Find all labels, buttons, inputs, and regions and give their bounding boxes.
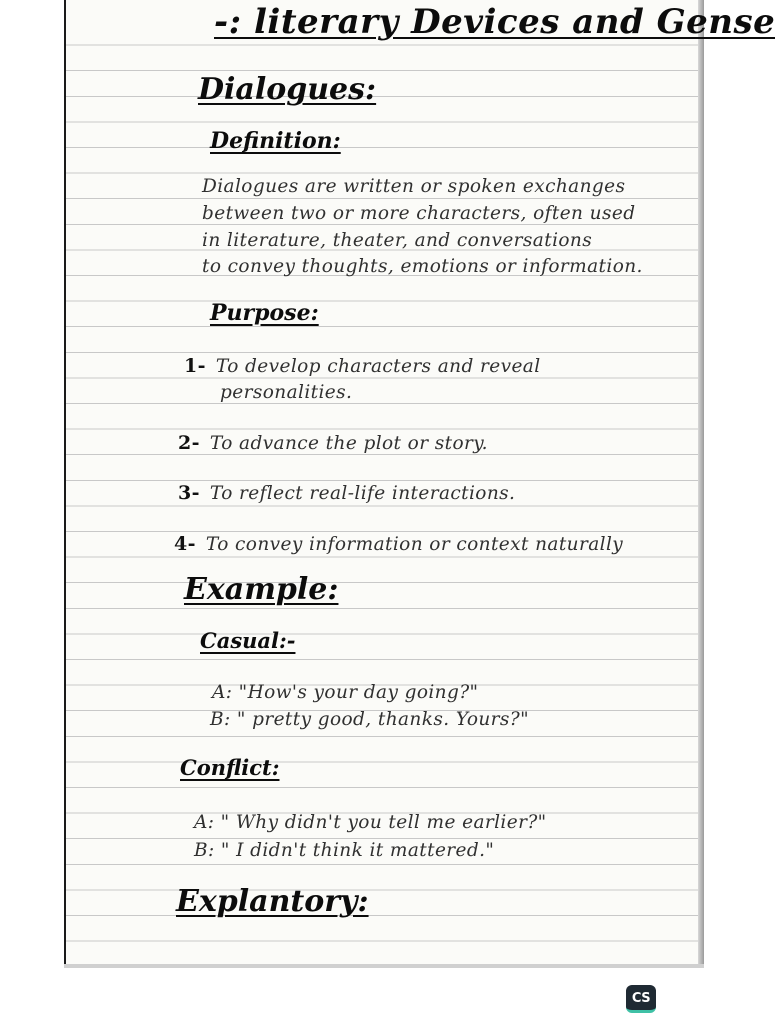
page-edge — [698, 0, 704, 968]
conflict-heading: Conflict: — [180, 755, 280, 780]
definition-line-1: Dialogues are written or spoken exchanges — [202, 176, 626, 197]
casual-heading: Casual:- — [200, 628, 296, 653]
page-bottom-edge — [64, 964, 704, 968]
dialogues-heading: Dialogues: — [198, 72, 377, 107]
purpose-item-3 — [178, 482, 515, 504]
purpose-item-4 — [174, 533, 623, 555]
casual-line-b: B: " pretty good, thanks. Yours?" — [210, 709, 530, 730]
casual-line-a: A: "How's your day going?" — [212, 682, 479, 703]
purpose-number: 2- — [178, 432, 200, 454]
purpose-item-1-continuation: personalities. — [220, 382, 353, 403]
definition-line-4: to convey thoughts, emotions or information. — [202, 256, 643, 277]
conflict-line-b: B: " I didn't think it mattered." — [194, 840, 495, 861]
purpose-item-2 — [178, 432, 488, 454]
definition-line-2: between two or more characters, often used — [202, 203, 636, 224]
purpose-number: 1- — [184, 355, 206, 377]
example-heading: Example: — [184, 572, 339, 607]
page-title: -: literary Devices and Gense — [214, 2, 775, 42]
notebook-page — [64, 0, 775, 968]
purpose-text: To advance the plot or story. — [209, 433, 488, 454]
definition-heading: Definition: — [210, 128, 341, 154]
purpose-text: To convey information or context naturally — [205, 534, 624, 555]
purpose-heading: Purpose: — [210, 300, 319, 326]
purpose-text: To reflect real-life interactions. — [209, 483, 516, 504]
purpose-item-1 — [184, 355, 541, 377]
purpose-text: To develop characters and reveal — [215, 356, 541, 377]
purpose-number: 4- — [174, 533, 196, 555]
camscanner-logo: CS — [626, 985, 656, 1013]
purpose-number: 3- — [178, 482, 200, 504]
definition-line-3: in literature, theater, and conversations — [202, 230, 593, 251]
explanatory-heading: Explantory: — [176, 884, 369, 919]
conflict-line-a: A: " Why didn't you tell me earlier?" — [194, 812, 547, 833]
margin-line — [64, 0, 66, 968]
